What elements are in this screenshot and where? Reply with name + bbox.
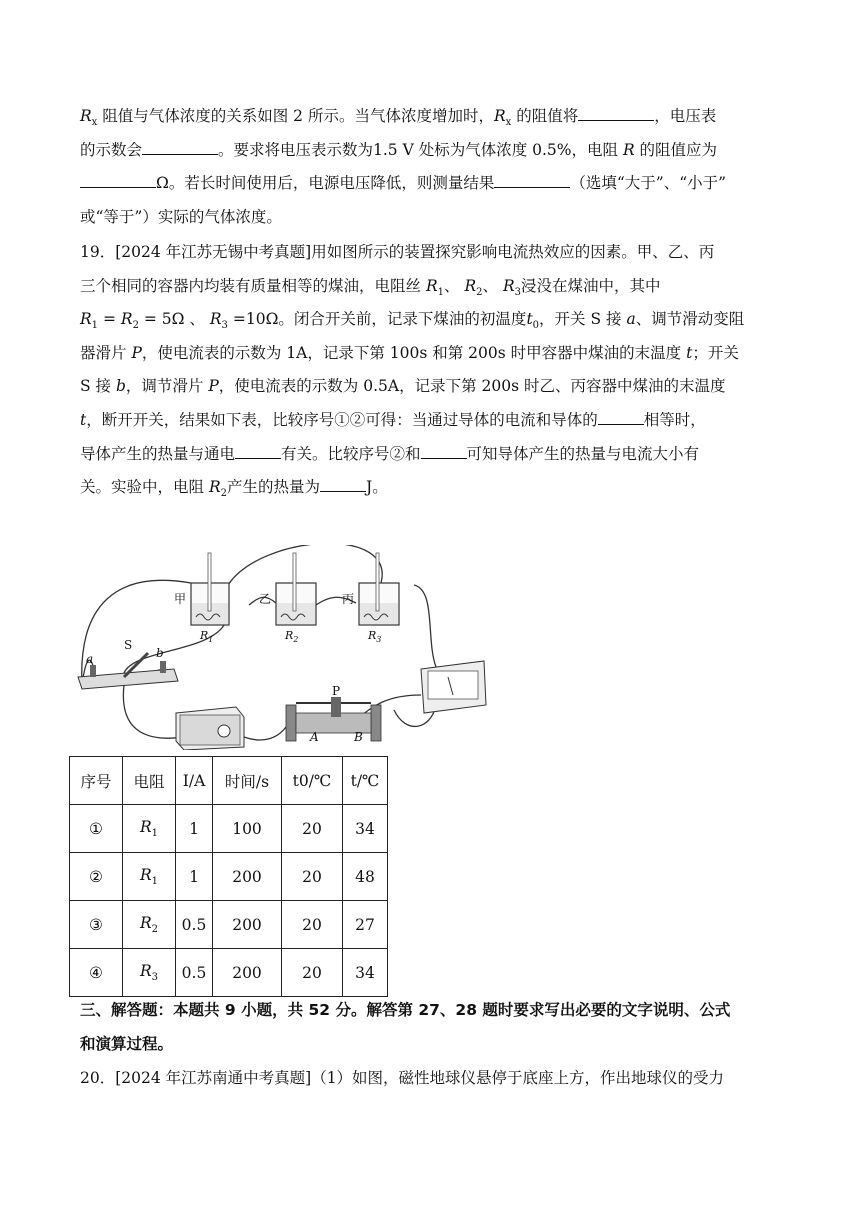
beaker-yi <box>276 553 316 625</box>
symbol-r: R <box>139 913 152 932</box>
label-r2: $R_2$ <box>285 629 299 644</box>
label-terminal-b: B <box>354 730 363 744</box>
symbol-rx: R <box>80 107 92 125</box>
circuit-wires <box>82 545 436 740</box>
sub-3: 3 <box>221 320 228 332</box>
answer-blank[interactable] <box>80 169 156 188</box>
thermometer <box>208 553 211 611</box>
q18-line-3-a: Ω。若长时间使用后，电源电压降低，则测量结果 <box>156 174 495 193</box>
q19-line-3-c: ，开关 S 接 <box>539 310 627 329</box>
q19-line-3-b: =10Ω。闭合开关前，记录下煤油的初温度 <box>232 310 527 329</box>
table-cell <box>123 853 176 901</box>
symbol-r1: R <box>80 310 92 329</box>
symbol-rx: R <box>493 107 506 125</box>
table-cell: 1 <box>176 853 213 901</box>
q18-line-3-b: （选填“大于”、“小于” <box>570 174 727 193</box>
label-b: b <box>156 646 164 660</box>
symbol-p: P <box>208 377 219 396</box>
sub: 2 <box>151 924 159 936</box>
label-a: a <box>86 652 94 666</box>
table-cell: ③ <box>70 901 123 949</box>
table-cell: 20 <box>282 949 343 997</box>
table-cell: 20 <box>282 805 343 853</box>
table-cell: 34 <box>343 949 388 997</box>
table-cell: 100 <box>213 805 282 853</box>
table-cell: 200 <box>213 853 282 901</box>
q19-line-8-b: 产生的热量为 <box>226 478 320 497</box>
section-3-line-1: 三、解答题：本题共 9 小题，共 52 分。解答第 27、28 题时要求写出必要的文字说明、公式 <box>80 1001 731 1019</box>
q18-line-1-c: ，电压表 <box>654 107 717 125</box>
symbol-r2: R <box>208 478 221 497</box>
symbol-t: t <box>686 343 693 362</box>
slider-p[interactable] <box>331 697 341 717</box>
answer-blank[interactable] <box>494 169 570 188</box>
q19-line-5 <box>80 370 785 404</box>
q18-line-3 <box>80 167 785 201</box>
q19-line-5-c: ，使电流表的示数为 0.5A，记录下第 200s 时乙、丙容器中煤油的末温度 <box>218 377 726 396</box>
symbol-b: b <box>115 377 126 396</box>
sub: 3 <box>151 972 159 984</box>
answer-blank[interactable] <box>235 440 281 459</box>
sub-1: 1 <box>437 286 444 298</box>
table-cell: 200 <box>213 949 282 997</box>
symbol-r: R <box>622 140 635 159</box>
symbol-r3: R <box>209 310 222 329</box>
symbol-r2: R <box>464 276 477 295</box>
sub-3: 3 <box>514 286 521 298</box>
sub-2: 2 <box>132 320 139 332</box>
symbol-r1: R <box>425 276 438 295</box>
sub: 1 <box>151 828 159 840</box>
table-cell: ② <box>70 853 123 901</box>
label-r3: $R_3$ <box>368 629 382 644</box>
q19-line-7-c: 可知导体产生的热量与电流大小有 <box>466 444 700 463</box>
answer-blank[interactable] <box>142 136 218 155</box>
symbol-p: P <box>131 343 142 362</box>
q18-line-2-a: 的示数会 <box>80 140 143 159</box>
table-header-row <box>70 757 388 805</box>
q19-line-7-b: 有关。比较序号②和 <box>281 444 421 463</box>
table-cell: 0.5 <box>176 901 213 949</box>
answer-blank[interactable] <box>578 102 654 121</box>
q19-line-3-d: 、调节滑动变阻 <box>635 310 745 329</box>
table-cell: 1 <box>176 805 213 853</box>
symbol-r3: R <box>502 276 515 295</box>
sub-2: 2 <box>476 286 483 298</box>
answer-blank[interactable] <box>421 440 467 459</box>
label-r1: $R_1$ <box>200 629 214 644</box>
rheostat-end <box>286 705 296 741</box>
wire <box>244 727 286 740</box>
table-cell: 200 <box>213 901 282 949</box>
q18-line-2 <box>80 134 785 168</box>
label-s: S <box>124 638 133 652</box>
q18-line-2-b: 。要求将电压表示数为1.5 V 处标为气体浓度 0.5%，电阻 <box>218 140 623 159</box>
symbol-r2: R <box>120 310 133 329</box>
q19-line-8 <box>80 471 785 505</box>
table-cell: ① <box>70 805 123 853</box>
table-cell: 48 <box>343 853 388 901</box>
wire <box>228 545 382 585</box>
q18-line-1 <box>80 100 785 134</box>
q19-line-3: $R_1 = R_2 = 5\Omega$ 、 $R_3 =10\Omega$。闭合开关前，记录下煤油的初温度$t_0$，开关 S 接 a、调节滑动变阻 <box>80 310 745 332</box>
symbol-r: R <box>139 961 152 980</box>
q19-line-8-a: 关。实验中，电阻 <box>80 478 209 497</box>
table-cell: 0.5 <box>176 949 213 997</box>
label-bing: 丙 <box>342 592 355 606</box>
q19-line-5-b: ，调节滑片 <box>125 377 209 396</box>
q19-line-6-b: 相等时， <box>643 410 706 429</box>
table-cell <box>123 949 176 997</box>
question-19-text <box>80 236 785 505</box>
wire <box>414 585 436 667</box>
q19-line-3-a: = 5Ω 、 <box>143 310 205 329</box>
thermometer <box>376 553 379 611</box>
q19-sep: 、 <box>443 276 460 295</box>
power-supply <box>176 707 244 750</box>
symbol-a: a <box>626 310 636 329</box>
q19-line-2-a: 三个相同的容器内均装有质量相等的煤油，电阻丝 <box>80 276 426 295</box>
symbol-r: R <box>139 817 152 836</box>
section-3-line-2: 和演算过程。 <box>80 1034 174 1053</box>
table-cell: ④ <box>70 949 123 997</box>
section-3-heading <box>80 994 785 1061</box>
answer-blank[interactable] <box>598 406 644 425</box>
q19-line-4-a: 器滑片 <box>80 343 132 362</box>
q18-line-1-a: 阻值与气体浓度的关系如图 2 所示。当气体浓度增加时， <box>102 107 494 125</box>
q20-line-1: 20．[2024 年江苏南通中考真题]（1）如图，磁性地球仪悬停于底座上方，作出地球仪的受力 <box>80 1069 725 1087</box>
table-row <box>70 853 388 901</box>
q19-line-7 <box>80 438 785 472</box>
table-row <box>70 949 388 997</box>
symbol-r: R <box>139 865 152 884</box>
label-jia: 甲 <box>174 592 187 606</box>
q19-line-4 <box>80 337 785 371</box>
circuit-diagram <box>76 545 488 750</box>
q18-line-1-b: 的阻值将 <box>516 107 579 125</box>
table-row <box>70 805 388 853</box>
results-table <box>69 756 388 997</box>
beaker-bing <box>359 553 399 625</box>
q19-line-2-b: 浸没在煤油中，其中 <box>520 276 661 295</box>
q19-sep: 、 <box>482 276 498 295</box>
q19-line-6 <box>80 404 785 438</box>
header-cell: I/A <box>176 757 213 805</box>
symbol-t0: t <box>526 310 533 329</box>
table-cell: 20 <box>282 853 343 901</box>
table-cell: 34 <box>343 805 388 853</box>
terminal-b <box>160 661 166 673</box>
header-cell: 电阻 <box>123 757 176 805</box>
answer-blank[interactable] <box>320 473 366 492</box>
sub-0: 0 <box>532 320 540 332</box>
sub-x: x <box>91 117 98 129</box>
q19-line-8-c: J。 <box>366 478 388 497</box>
table-cell <box>123 901 176 949</box>
q19-line-1: 19．[2024 年江苏无锡中考真题]用如图所示的装置探究影响电流热效应的因素。甲、乙、丙 <box>80 243 715 261</box>
power-panel <box>180 715 240 745</box>
question-18-text <box>80 100 785 234</box>
label-p: P <box>332 684 341 698</box>
terminal-a <box>90 665 96 677</box>
power-knob <box>218 725 230 737</box>
table-cell: 27 <box>343 901 388 949</box>
rheostat-end <box>371 705 381 741</box>
beaker-jia <box>191 553 229 625</box>
table-cell: 20 <box>282 901 343 949</box>
label-terminal-a: A <box>310 730 319 744</box>
sub-1: 1 <box>91 320 99 332</box>
sub: 1 <box>151 876 159 888</box>
q18-line-4: 或“等于”）实际的气体浓度。 <box>80 207 282 226</box>
question-20-text <box>80 1062 785 1096</box>
sub-2: 2 <box>220 488 227 500</box>
table-cell <box>123 805 176 853</box>
header-cell: 序号 <box>70 757 123 805</box>
header-cell: 时间/s <box>213 757 282 805</box>
q18-line-2-c: 的阻值应为 <box>634 140 718 159</box>
symbol-t: t <box>80 410 87 429</box>
q19-line-7-a: 导体产生的热量与通电 <box>80 444 236 463</box>
thermometer <box>293 553 296 611</box>
header-cell: t/℃ <box>343 757 388 805</box>
label-yi: 乙 <box>259 592 272 606</box>
table-row <box>70 901 388 949</box>
q19-line-6-a: ，断开开关，结果如下表，比较序号①②可得：当通过导体的电流和导体的 <box>86 410 598 429</box>
q19-line-2 <box>80 270 785 304</box>
q19-line-4-c: ；开关 <box>692 343 739 362</box>
header-cell: t0/℃ <box>282 757 343 805</box>
ammeter <box>421 661 486 713</box>
rheostat <box>286 697 381 741</box>
q19-line-5-a: S 接 <box>80 377 116 396</box>
sub-x: x <box>505 117 512 129</box>
q19-line-4-b: ，使电流表的示数为 1A，记录下第 100s 和第 200s 时甲容器中煤油的末温度 <box>141 343 687 362</box>
